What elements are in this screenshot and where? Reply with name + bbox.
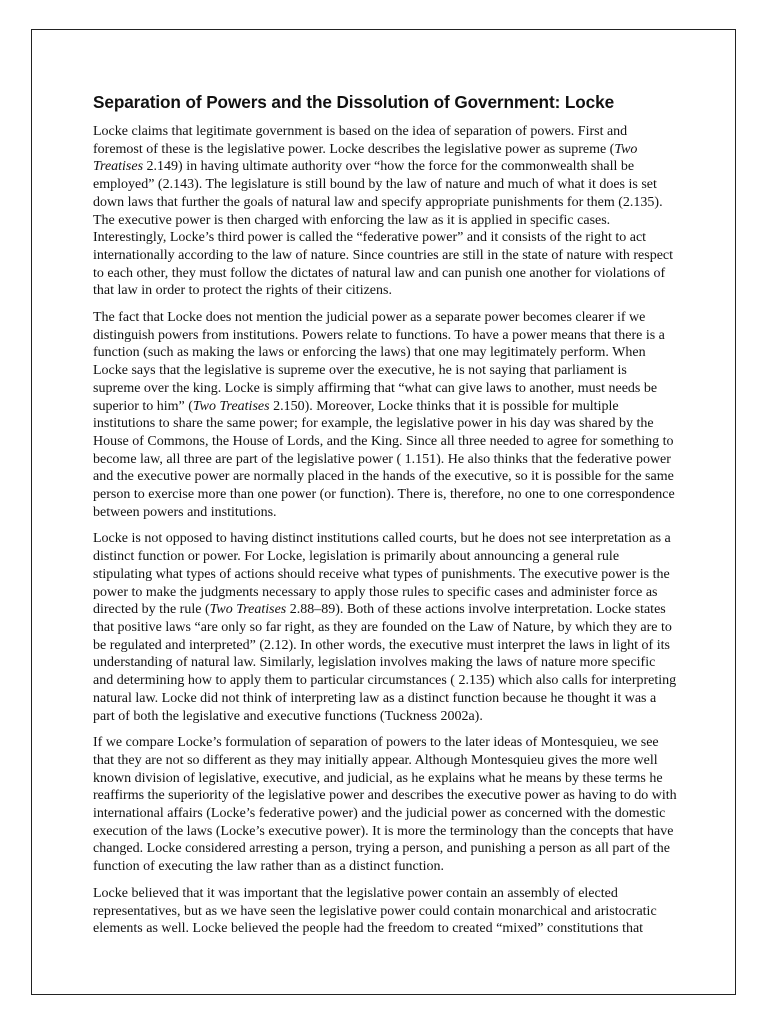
paragraph-4: [93, 734, 677, 876]
document-title: Separation of Powers and the Dissolution of Government: Locke: [93, 92, 615, 112]
work-title: Two Treatises: [192, 398, 270, 414]
document-content: [93, 91, 677, 947]
paragraph-text: If we compare Locke’s formulation of separation of powers to the later ideas of Montesquieu, we see that they are not so different as they may initially appear. Although Montesquieu gives the more well known division of legislative, executive, and judicial, as he explains what he means by these terms he reaffirms the superiority of the legislative power and describes the executive power as having to do with international affairs (Locke’s federative power) and the judicial power as concerned with the domestic execution of the laws (Locke’s executive power). It is more the terminology than the concepts that have changed. Locke considered arresting a person, trying a person, and punishing a person as all part of the function of executing the law rather than as a distinct function.: [93, 735, 677, 875]
paragraph-2: [93, 309, 677, 521]
paragraph-text: Locke is not opposed to having distinct institutions called courts, but he does not see interpretation as a distinct function or power. For Locke, legislation is primarily about announcing a general rule stipulating what types of actions should receive what types of punishments. The executive power is the power to make the judgments necessary to apply those rules to specific cases and administer force as directed by the rule (: [93, 531, 671, 618]
paragraph-text: 2.149) in having ultimate authority over “how the force for the commonwealth shall be employed” (2.143). The legislature is still bound by the law of nature and much of what it does is set down laws that further the goals of natural law and specify appropriate punishments for them (2.135). The executive power is then charged with enforcing the law as it is applied in specific cases. Interestingly, Locke’s third power is called the “federative power” and it consists of the right to act internationally according to the law of nature. Since countries are still in the state of nature with respect to each other, they must follow the dictates of natural law and can punish one another for violations of that law in order to protect the rights of their citizens.: [93, 159, 674, 299]
paragraph-text: Locke believed that it was important that the legislative power contain an assembly of elected representatives, but as we have seen the legislative power could contain monarchical and aristocratic elements as well. Locke believed the people had the freedom to created “mixed” constitutions that: [93, 885, 657, 937]
paragraph-1: [93, 123, 677, 300]
paragraph-5: [93, 885, 677, 938]
paragraph-3: [93, 530, 677, 725]
work-title: Two Treatises: [209, 602, 287, 618]
work-title: Two Treatises: [93, 141, 638, 175]
document-page: [31, 29, 736, 995]
paragraph-text: Locke claims that legitimate government is based on the idea of separation of powers. First and foremost of these is the legislative power. Locke describes the legislative power as supreme (: [93, 124, 628, 157]
paragraph-text: 2.88–89). Both of these actions involve interpretation. Locke states that positive laws “are only so far right, as they are founded on the Law of Nature, by which they are to be regulated and interpreted” (2.12). In other words, the executive must interpret the laws in light of its understanding of natural law. Similarly, legislation involves making the laws of nature more specific and determining how to apply them to particular circumstances ( 2.135) which also calls for interpreting natural law. Locke did not think of interpreting law as a distinct function because he thought it was a part of both the legislative and executive functions (Tuckness 2002a).: [93, 602, 677, 724]
paragraph-text: The fact that Locke does not mention the judicial power as a separate power becomes clearer if we distinguish powers from institutions. Powers relate to functions. To have a power means that there is a function (such as making the laws or enforcing the laws) that one may legitimately perform. When Locke says that the legislative is supreme over the executive, he is not saying that parliament is supreme over the king. Locke is simply affirming that “what can give laws to another, must needs be superior to him” (: [93, 310, 665, 414]
paragraph-text: 2.150). Moreover, Locke thinks that it is possible for multiple institutions to share the same power; for example, the legislative power in his day was shared by the House of Commons, the House of Lords, and the King. Since all three needed to agree for something to become law, all three are part of the legislative power ( 1.151). He also thinks that the federative power and the executive power are normally placed in the hands of the executive, so it is possible for the same person to exercise more than one power (or function). There is, therefore, no one to one correspondence between powers and institutions.: [93, 398, 675, 520]
